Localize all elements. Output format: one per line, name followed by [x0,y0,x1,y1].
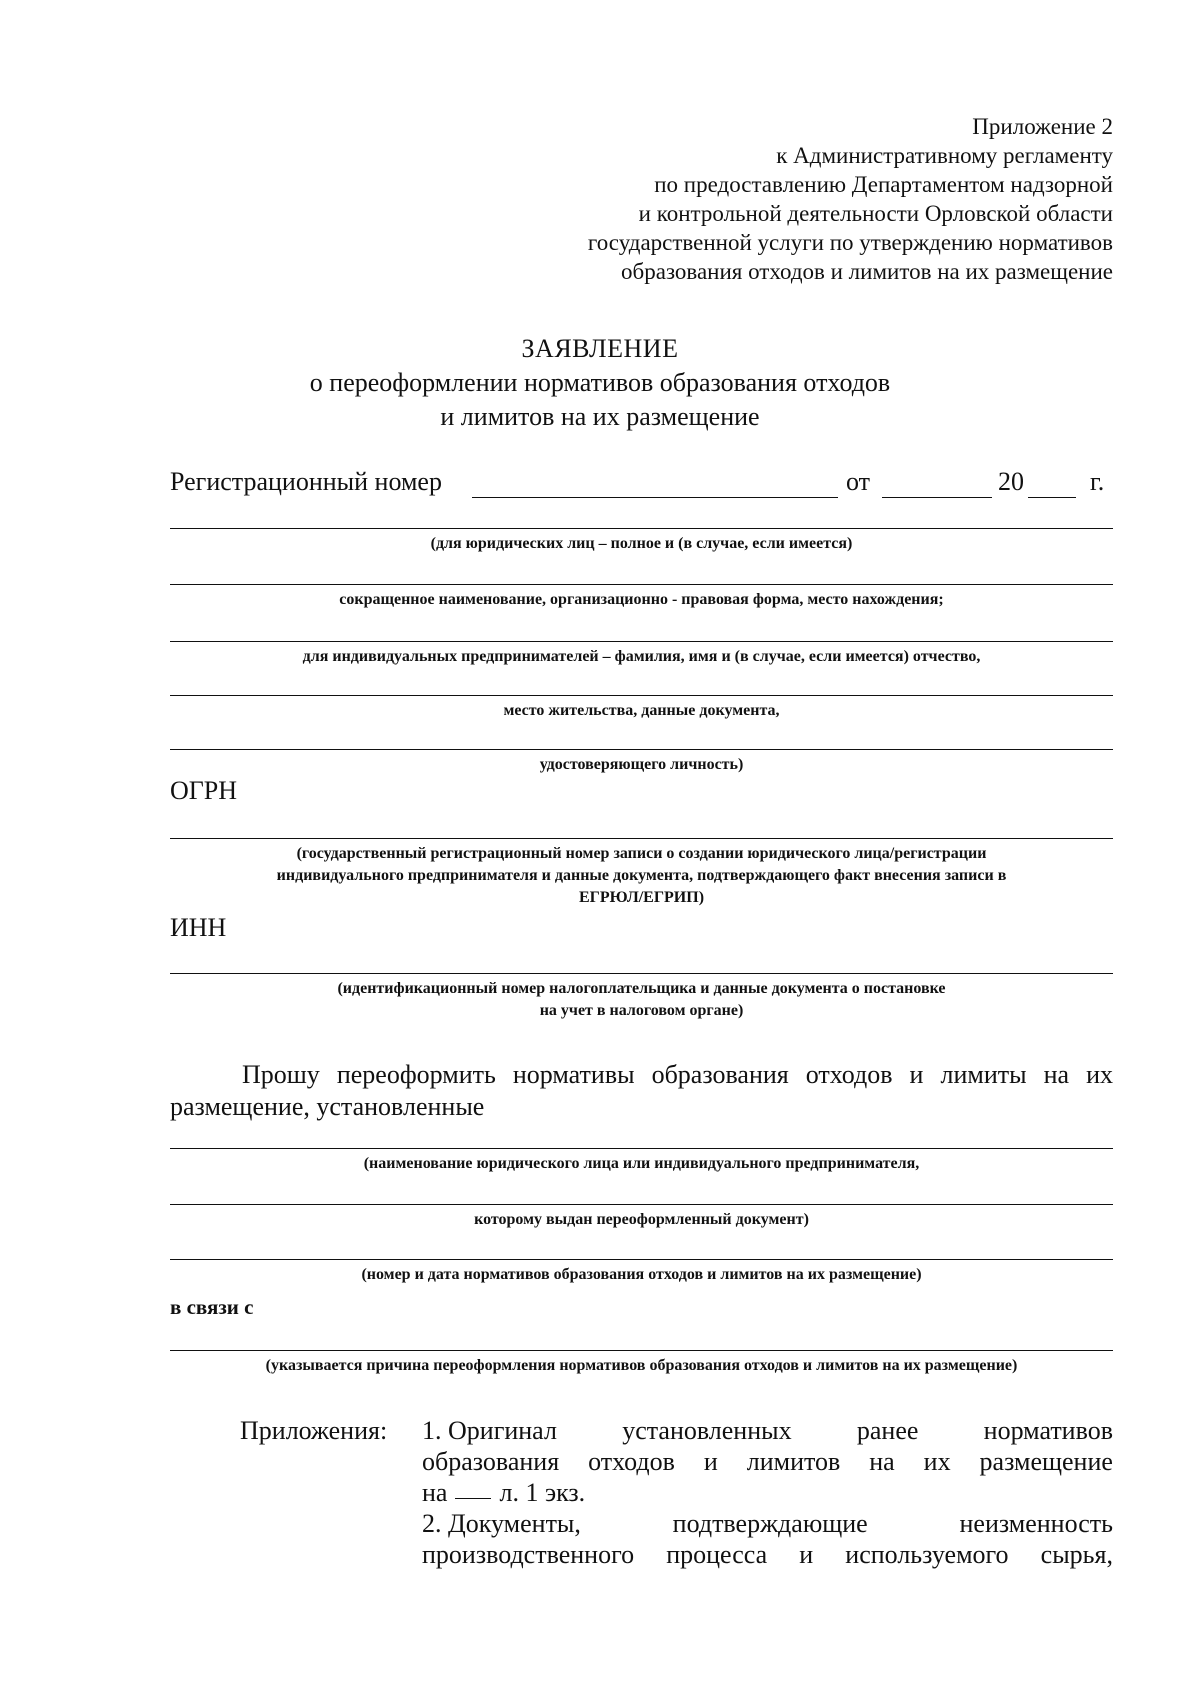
applicant-field-3[interactable] [170,641,1113,668]
appendix-line: образования отходов и лимитов на их размещение [621,259,1113,284]
field-caption: сокращенное наименование, организационно - правовая форма, место нахождения; [339,591,944,608]
attachment-2-line-2: производственного процесса и используемого сырья, [422,1540,1113,1569]
field-caption: (государственный регистрационный номер записи о создании юридического лица/регистрации [296,845,987,862]
established-field-3[interactable] [170,1259,1113,1286]
field-caption: индивидуального предпринимателя и данные документа, подтверждающего факт внесения записи в [276,867,1007,884]
ogrn-field[interactable] [170,838,1113,909]
field-caption: (для юридических лиц – полное и (в случае, если имеется) [430,535,853,552]
field-caption: удостоверяющего личность) [539,756,744,773]
ogrn-label: ОГРН [170,776,238,805]
registration-line [170,467,1113,501]
attachment-2-line-1: 2. Документы, подтверждающие неизменность [422,1509,1113,1538]
appendix-header [588,112,1113,286]
applicant-field-4[interactable] [170,695,1113,722]
inn-label: ИНН [170,913,227,942]
field-caption: для индивидуальных предпринимателей – фамилия, имя и (в случае, если имеется) отчество, [302,648,981,665]
registration-year-field[interactable] [1028,497,1076,498]
title-line: о переоформлении нормативов образования отходов [309,368,891,397]
appendix-line: Приложение 2 [972,114,1113,139]
reason-field[interactable] [170,1350,1113,1377]
field-caption: ЕГРЮЛ/ЕГРИП) [578,889,705,906]
appendix-line: по предоставлению Департаментом надзорной [654,172,1113,197]
field-caption: (идентификационный номер налогоплательщика и данные документа о постановке [337,980,946,997]
document-title [0,332,1200,434]
field-caption: на учет в налоговом органе) [539,1002,744,1019]
registration-label: Регистрационный номер [170,467,442,496]
registration-number-field[interactable] [472,497,838,498]
appendix-line: к Административному регламенту [776,143,1113,168]
appendix-line: государственной услуги по утверждению нормативов [587,230,1113,255]
registration-date-field[interactable] [882,497,992,498]
applicant-field-2[interactable] [170,584,1113,611]
request-text: Прошу переоформить нормативы образования отходов и лимиты на их размещение, установленные [170,1060,1113,1121]
attachment-1-line-1: 1. Оригинал установленных ранее нормативов [422,1416,1113,1445]
field-caption: (указывается причина переоформления нормативов образования отходов и лимитов на их размещение) [265,1357,1018,1374]
title-line: и лимитов на их размещение [440,402,760,431]
applicant-field-1[interactable] [170,528,1113,555]
established-field-2[interactable] [170,1204,1113,1231]
field-caption: (номер и дата нормативов образования отходов и лимитов на их размещение) [361,1266,922,1283]
field-caption: место жительства, данные документа, [503,702,780,719]
title-main: ЗАЯВЛЕНИЕ [521,334,679,363]
applicant-field-5[interactable] [170,749,1113,776]
reason-label: в связи с [170,1295,254,1319]
field-caption: (наименование юридического лица или индивидуального предпринимателя, [363,1155,920,1172]
registration-year-suffix: г. [1090,467,1105,496]
request-paragraph [170,1059,1113,1123]
appendix-line: и контрольной деятельности Орловской области [638,201,1113,226]
registration-year-prefix: 20 [998,467,1024,496]
attachments-list [422,1415,1113,1570]
attachment-1-line-3: на л. 1 экз. [422,1478,586,1507]
inn-field[interactable] [170,973,1113,1022]
registration-from-label: от [846,467,871,496]
attachments-label: Приложения: [240,1416,388,1445]
attachment-1-line-2: образования отходов и лимитов на их размещение [422,1447,1113,1476]
field-caption: которому выдан переоформленный документ) [474,1211,809,1228]
sheet-count-field[interactable] [455,1477,491,1499]
established-field-1[interactable] [170,1148,1113,1175]
